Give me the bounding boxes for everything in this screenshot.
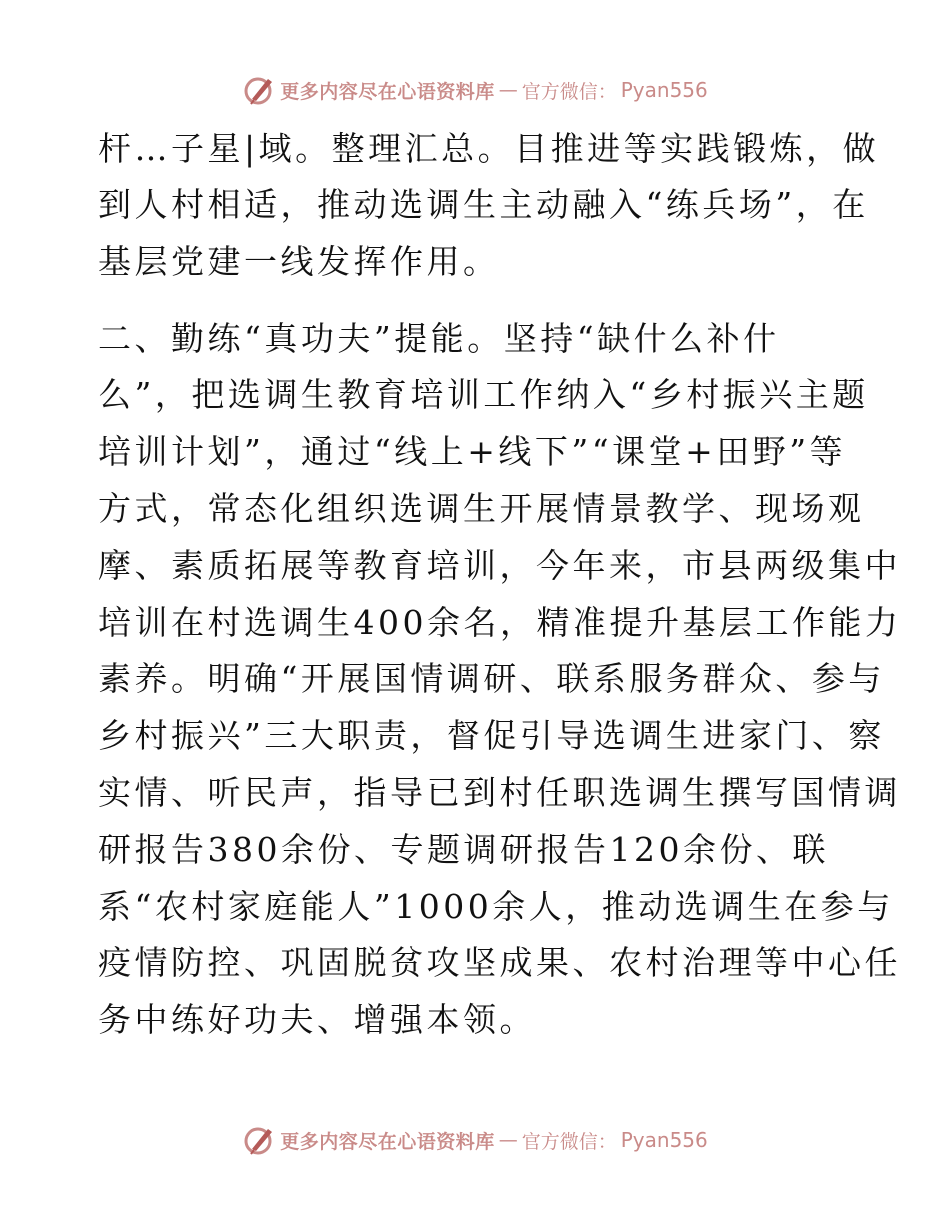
body-line: 杆…子星|域。整理汇总。目推进等实践锻炼，做 bbox=[98, 129, 880, 168]
body-line: 乡村振兴”三大职责，督促引导选调生进家门、察 bbox=[98, 716, 885, 755]
body-line: 素养。明确“开展国情调研、联系服务群众、参与 bbox=[98, 659, 885, 698]
watermark-contact-label: 官方微信： bbox=[521, 1130, 617, 1153]
body-line: 到人村相适，推动选调生主动融入“练兵场”，在 bbox=[98, 185, 869, 224]
watermark-dash: — bbox=[498, 1129, 518, 1151]
body-line: 方式，常态化组织选调生开展情景教学、现场观 bbox=[98, 489, 865, 528]
quill-logo-icon bbox=[242, 1123, 276, 1157]
body-line: 二、勤练“真功夫”提能。坚持“缺什么补什 bbox=[98, 319, 780, 358]
watermark-contact-id: Pyan556 bbox=[620, 78, 708, 102]
body-line: 疫情防控、巩固脱贫攻坚成果、农村治理等中心任 bbox=[98, 943, 901, 982]
body-line: 培训计划”，通过“线上+线下”“课堂+田野”等 bbox=[98, 432, 847, 471]
watermark-site-text: 更多内容尽在心语资料库 bbox=[280, 80, 495, 103]
body-line: 摩、素质拓展等教育培训，今年来，市县两级集中 bbox=[98, 546, 901, 585]
watermark-contact-id: Pyan556 bbox=[620, 1128, 708, 1152]
watermark-dash: — bbox=[498, 79, 518, 101]
body-line: 实情、听民声，指导已到村任职选调生撰写国情调 bbox=[98, 773, 901, 812]
body-line: 务中练好功夫、增强本领。 bbox=[98, 1000, 536, 1039]
footer-watermark bbox=[0, 1122, 950, 1158]
body-line: 培训在村选调生400余名，精准提升基层工作能力 bbox=[98, 603, 902, 642]
body-line: 系“农村家庭能人”1000余人，推动选调生在参与 bbox=[98, 887, 894, 926]
body-line: 么”，把选调生教育培训工作纳入“乡村振兴主题 bbox=[98, 375, 869, 414]
body-line: 研报告380余份、专题调研报告120余份、联 bbox=[98, 830, 829, 869]
watermark-site-text: 更多内容尽在心语资料库 bbox=[280, 1130, 495, 1153]
watermark-contact-label: 官方微信： bbox=[521, 80, 617, 103]
body-line: 基层党建一线发挥作用。 bbox=[98, 242, 500, 281]
